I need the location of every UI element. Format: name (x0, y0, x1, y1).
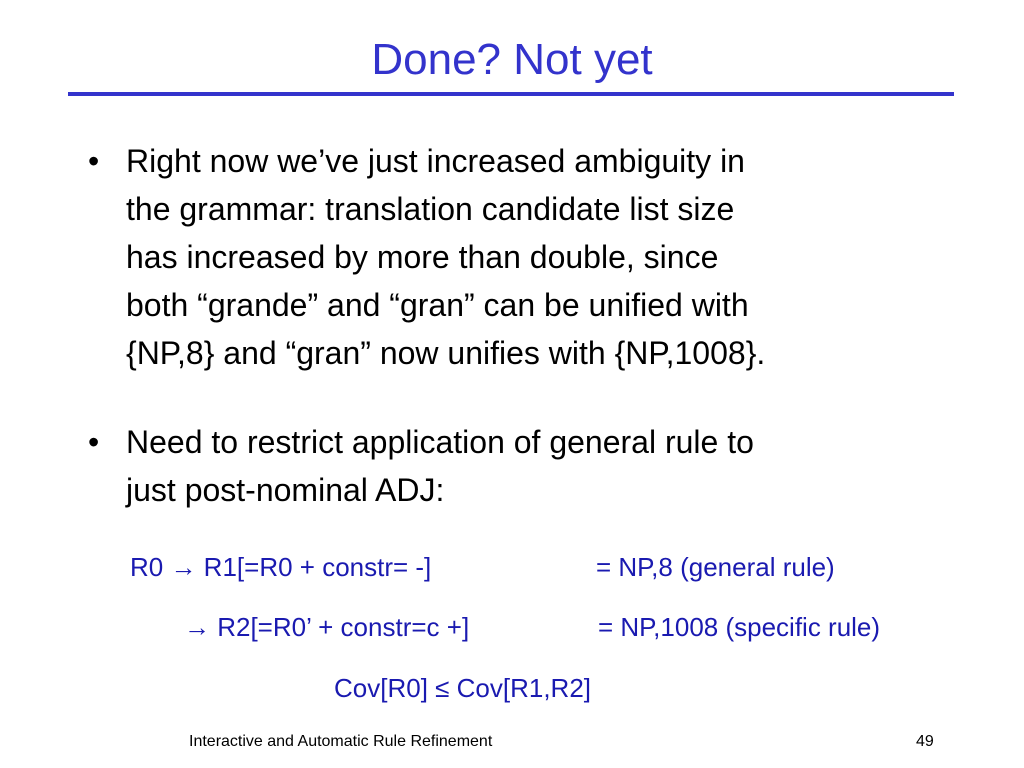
bullet-line: the grammar: translation candidate list size (126, 191, 735, 227)
rule-r2-label: = NP,1008 (specific rule) (598, 612, 881, 642)
coverage-inequality: Cov[R0] ≤ Cov[R1,R2] (334, 673, 592, 703)
bullet-line: {NP,8} and “gran” now unifies with {NP,1008}. (126, 335, 766, 371)
slide-title: Done? Not yet (371, 35, 653, 84)
rule-r2-definition: → R2[=R0’ + constr=c +] (184, 612, 470, 642)
slide-number: 49 (916, 733, 934, 750)
bullet-marker: • (88, 424, 100, 460)
bullet-line: just post-nominal ADJ: (126, 472, 445, 508)
bullet-line: has increased by more than double, since (126, 239, 719, 275)
bullet-text (126, 418, 946, 514)
rule-r1-definition: R0 → R1[=R0 + constr= -] (130, 552, 432, 582)
bullet-marker: • (88, 143, 100, 179)
bullet-line: Right now we’ve just increased ambiguity in (126, 143, 745, 179)
bullet-line: Need to restrict application of general rule to (126, 424, 754, 460)
footer-title: Interactive and Automatic Rule Refinement (189, 733, 493, 750)
rule-r1-label: = NP,8 (general rule) (596, 552, 835, 582)
bullet-line: both “grande” and “gran” can be unified with (126, 287, 749, 323)
bullet-text (126, 137, 946, 377)
title-underline (68, 92, 954, 96)
